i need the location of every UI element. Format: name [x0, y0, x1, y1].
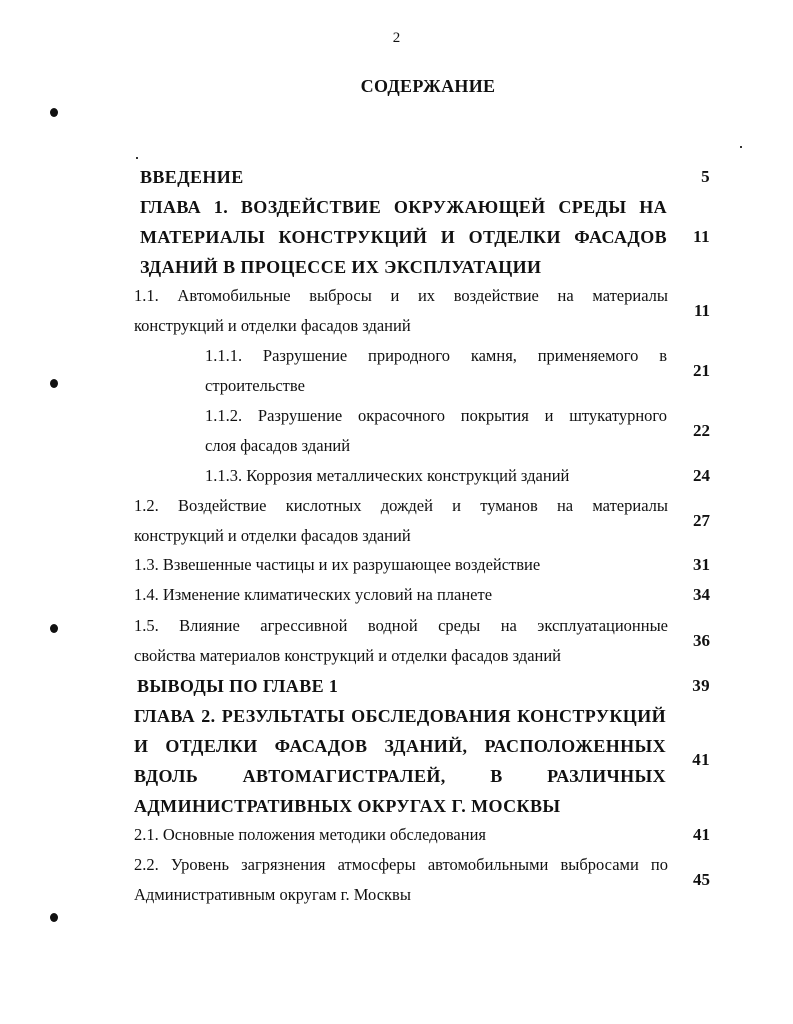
- toc-entry-page: 41: [692, 750, 710, 769]
- toc-entry[interactable]: [140, 162, 710, 192]
- toc-entry-line: слоя фасадов зданий: [205, 436, 351, 455]
- toc-entry-page: 41: [693, 825, 710, 844]
- toc-entry[interactable]: [134, 820, 710, 850]
- toc-entry-page: 11: [693, 227, 710, 246]
- binder-hole-mark: [50, 624, 58, 633]
- toc-entry-page: 22: [693, 421, 710, 440]
- toc-entry-line: ГЛАВА 2. РЕЗУЛЬТАТЫ ОБСЛЕДОВАНИЯ КОНСТРУКЦИЙ: [134, 706, 666, 726]
- toc-entry[interactable]: [134, 580, 710, 610]
- toc-entry[interactable]: [134, 850, 710, 910]
- toc-entry[interactable]: [137, 671, 710, 701]
- toc-entry-line: 1.1.2. Разрушение окрасочного покрытия и штукатурного: [205, 406, 667, 425]
- toc-entry-page: 21: [693, 361, 710, 380]
- binder-hole-mark: [50, 913, 58, 922]
- toc-entry-page: 24: [693, 466, 710, 485]
- toc-entry-page: 39: [692, 676, 710, 695]
- toc-entry-line: 1.4. Изменение климатических условий на планете: [134, 585, 493, 604]
- toc-entry-line: ВДОЛЬ АВТОМАГИСТРАЛЕЙ, В РАЗЛИЧНЫХ: [134, 766, 666, 786]
- toc-entry-page: 31: [693, 555, 710, 574]
- toc-entry-page: 27: [693, 511, 710, 530]
- toc-entry-line: 1.1.3. Коррозия металлических конструкций зданий: [205, 466, 570, 485]
- toc-entry-line: АДМИНИСТРАТИВНЫХ ОКРУГАХ Г. МОСКВЫ: [134, 796, 561, 816]
- toc-entry-line: ВЫВОДЫ ПО ГЛАВЕ 1: [137, 676, 339, 696]
- toc-entry-line: МАТЕРИАЛЫ КОНСТРУКЦИЙ И ОТДЕЛКИ ФАСАДОВ: [140, 227, 667, 247]
- toc-entry-line: свойства материалов конструкций и отделки фасадов зданий: [134, 646, 562, 665]
- scan-speck: [740, 146, 742, 148]
- toc-entry-page: 5: [701, 167, 710, 186]
- toc-entry-page: 11: [693, 301, 710, 320]
- toc-entry[interactable]: [134, 611, 710, 671]
- toc-entry-line: 2.1. Основные положения методики обследования: [134, 825, 486, 844]
- toc-entry[interactable]: [140, 192, 710, 282]
- toc-entry-line: 1.5. Влияние агрессивной водной среды на эксплуатационные: [134, 616, 668, 635]
- page-title: СОДЕРЖАНИЕ: [360, 76, 496, 96]
- toc-entry-line: Административным округам г. Москвы: [134, 885, 411, 904]
- binder-hole-mark: [50, 379, 58, 388]
- toc-entry[interactable]: [205, 341, 710, 401]
- toc-entry-line: 1.2. Воздействие кислотных дождей и туманов на материалы: [134, 496, 668, 515]
- toc-entry-line: 1.1. Автомобильные выбросы и их воздействие на материалы: [134, 286, 668, 305]
- toc-entry-line: 2.2. Уровень загрязнения атмосферы автомобильными выбросами по: [134, 855, 668, 874]
- scan-speck: [136, 157, 138, 159]
- page-number: 2: [392, 30, 401, 46]
- toc-entry-line: строительстве: [205, 376, 305, 395]
- toc-entry-line: ГЛАВА 1. ВОЗДЕЙСТВИЕ ОКРУЖАЮЩЕЙ СРЕДЫ НА: [140, 197, 667, 217]
- toc-entry-page: 45: [693, 870, 710, 889]
- toc-entry-line: ЗДАНИЙ В ПРОЦЕССЕ ИХ ЭКСПЛУАТАЦИИ: [140, 257, 542, 277]
- toc-entry[interactable]: [134, 550, 710, 580]
- toc-entry[interactable]: [134, 281, 710, 341]
- toc-entry[interactable]: [134, 701, 710, 821]
- toc-entry[interactable]: [205, 401, 710, 461]
- toc-entry-page: 34: [693, 585, 710, 604]
- toc-entry-line: конструкций и отделки фасадов зданий: [134, 316, 411, 335]
- toc-entry-line: 1.1.1. Разрушение природного камня, применяемого в: [205, 346, 667, 365]
- toc-entry-page: 36: [693, 631, 710, 650]
- toc-entry[interactable]: [134, 491, 710, 551]
- toc-entry[interactable]: [205, 461, 710, 491]
- toc-entry-line: конструкций и отделки фасадов зданий: [134, 526, 411, 545]
- binder-hole-mark: [50, 108, 58, 117]
- toc-entry-line: 1.3. Взвешенные частицы и их разрушающее воздействие: [134, 555, 541, 574]
- toc-entry-line: И ОТДЕЛКИ ФАСАДОВ ЗДАНИЙ, РАСПОЛОЖЕННЫХ: [134, 736, 666, 756]
- toc-entry-line: ВВЕДЕНИЕ: [140, 167, 244, 187]
